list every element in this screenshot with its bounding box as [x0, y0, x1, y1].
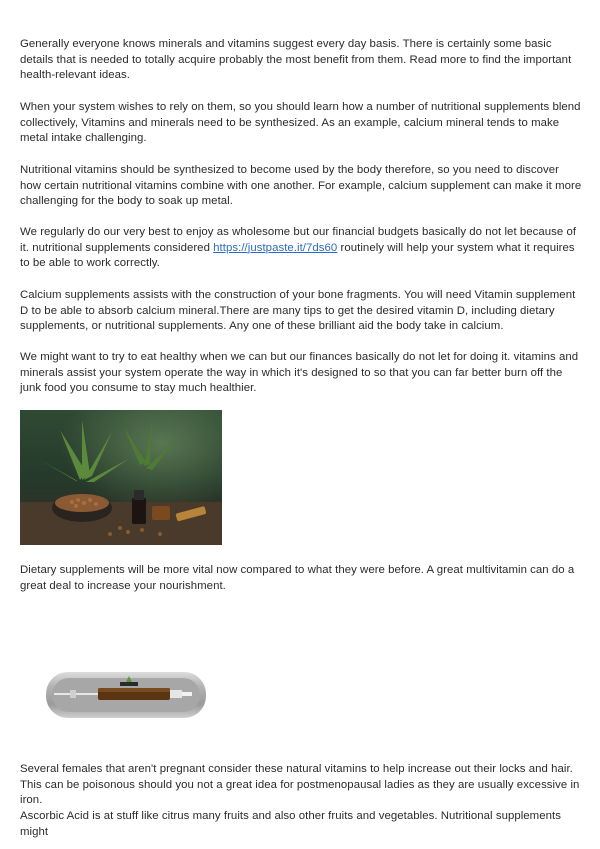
oil-syringe-photo — [40, 660, 212, 736]
paragraph-9: Ascorbic Acid is at stuff like citrus many fruits and also other fruits and vegetables. Nutritional supplements might — [20, 810, 561, 838]
paragraph-2: When your system wishes to rely on them, so you should learn how a number of nutritional supplements blend collectively, Vitamins and minerals need to be synthesized. As an example, calcium mineral tends to make metal intake challenging. — [20, 101, 581, 145]
paragraph-5: Calcium supplements assists with the construction of your bone fragments. You will need Vitamin supplement D to be able to absorb calcium mineral.There are many tips to get the desired vitamin D, including dietary supplements, or nutritional supplements. Any one of these brilliant aid the body take in calcium. — [20, 289, 576, 333]
paragraph-3: Nutritional vitamins should be synthesized to become used by the body therefore, so you need to discover how certain nutritional vitamins combine with one another. For example, calcium supplement can make it more challenging for the body to soak up metal. — [20, 164, 582, 208]
paragraph-1: Generally everyone knows minerals and vitamins suggest every day basis. There is certainly some basic details that is needed to totally acquire probably the most benefit from them. Read more to find the important health-relevant ideas. — [20, 38, 572, 82]
paragraph-6: We might want to try to eat healthy when we can but our finances basically do not let for doing it. vitamins and minerals assist your system operate the way in which it's designed to so that you can far better burn off the junk food you consume to stay much healthier. — [20, 351, 579, 395]
justpaste-link[interactable]: https://justpaste.it/7ds60 — [213, 241, 338, 254]
paragraph-4 — [20, 225, 582, 272]
hemp-plant-photo — [20, 410, 222, 545]
paragraph-8: Several females that aren't pregnant consider these natural vitamins to help increase out their locks and hair. This can be poisonous should you not a great idea for postmenopausal ladies as they are usually excessive in iron. — [20, 763, 580, 807]
paragraph-7: Dietary supplements will be more vital now compared to what they were before. A great multivitamin can do a great deal to increase your nourishment. — [20, 564, 575, 592]
paragraph-4-text-start: We regularly do our very best to enjoy as wholesome but our financial budgets basically do not let because of it. nutritional supplements considered — [20, 226, 577, 254]
paragraph-4-text-end: routinely will help your system what it requires to be able to work correctly. — [20, 241, 575, 270]
